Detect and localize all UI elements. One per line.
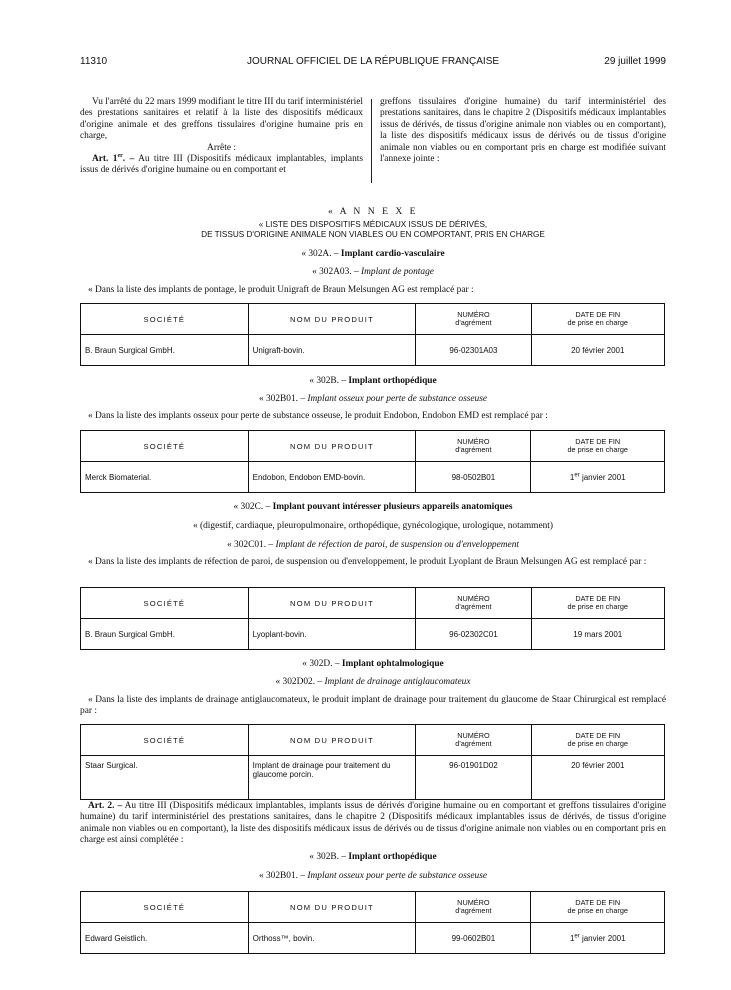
text-302C01: « Dans la liste des implants de réfection de paroi, de suspension ou d'enveloppement, le produit Lyoplant de Braun Melsungen AG est remplacé par :	[88, 557, 647, 567]
table-row	[81, 335, 665, 366]
heading-302B01: « 302B01. – Implant osseux pour perte de substance osseuse	[258, 394, 488, 404]
journal-title: JOURNAL OFFICIEL DE LA RÉPUBLIQUE FRANÇAISE	[246, 56, 500, 67]
col-nom: NOM DU PRODUIT	[248, 431, 416, 462]
text-302A03: « Dans la liste des implants de pontage, le produit Unigraft de Braun Melsungen AG est remplacé par :	[88, 285, 474, 295]
col-numero: NUMÉRO d'agrément	[416, 725, 531, 756]
issue-date: 29 juillet 1999	[604, 56, 666, 67]
right-column	[380, 97, 666, 165]
cell-nom: Implant de drainage pour traitement du glaucome porcin.	[248, 756, 416, 800]
cell-date: 20 février 2001	[531, 756, 664, 800]
cell-societe: Staar Surgical.	[81, 756, 249, 800]
annexe-title: « A N N E X E	[327, 206, 419, 217]
table-header-row	[81, 588, 665, 619]
col-numero: NUMÉRO d'agrément	[416, 304, 531, 335]
left-column	[80, 97, 363, 177]
article-1-start	[80, 154, 363, 177]
table-row	[81, 462, 665, 493]
heading-302B: « 302B. – Implant orthopédique	[309, 376, 437, 386]
cell-date: 19 mars 2001	[531, 619, 664, 650]
col-nom: NOM DU PRODUIT	[248, 725, 416, 756]
cell-nom: Lyoplant-bovin.	[248, 619, 416, 650]
text-302B01: « Dans la liste des implants osseux pour perte de substance osseuse, le produit Endobon, Endobon EMD est remplacé par :	[88, 411, 548, 421]
article-2	[80, 801, 666, 847]
annexe-subtitle-1: « LISTE DES DISPOSITIFS MÉDICAUX ISSUS DE DÉRIVÉS,	[258, 220, 488, 229]
col-societe: SOCIÉTÉ	[81, 588, 249, 619]
cell-societe: Edward Geistlich.	[81, 923, 249, 954]
column-divider	[371, 99, 372, 183]
cell-nom: Endobon, Endobon EMD-bovin.	[248, 462, 416, 493]
table-302C01	[80, 587, 665, 650]
page-number: 11310	[80, 56, 108, 67]
col-numero: NUMÉRO d'agrément	[416, 431, 531, 462]
col-societe: SOCIÉTÉ	[81, 725, 249, 756]
table-header-row	[81, 892, 665, 923]
cell-nom: Unigraft-bovin.	[248, 335, 416, 366]
table-header-row	[81, 725, 665, 756]
cell-numero: 96-02301A03	[416, 335, 531, 366]
article-2-label: Art. 2. –	[88, 801, 123, 811]
table-row	[81, 619, 665, 650]
col-date: DATE DE FIN de prise en charge	[531, 431, 665, 462]
col-numero: NUMÉRO d'agrément	[416, 588, 531, 619]
cell-numero: 96-01901D02	[416, 756, 531, 800]
intro-columns	[80, 97, 666, 191]
cell-date: 20 février 2001	[531, 335, 664, 366]
cell-societe: B. Braun Surgical GmbH.	[81, 335, 249, 366]
cell-numero: 96-02302C01	[416, 619, 531, 650]
cell-date: 1er janvier 2001	[531, 462, 665, 493]
cell-numero: 98-0502B01	[416, 462, 531, 493]
table-302D02	[80, 724, 665, 800]
table-302A03	[80, 303, 665, 366]
col-societe: SOCIÉTÉ	[81, 892, 249, 923]
heading-302C01: « 302C01. – Implant de réfection de paroi, de suspension ou d'enveloppement	[227, 540, 519, 550]
col-date: DATE DE FIN de prise en charge	[531, 892, 665, 923]
col-numero: NUMÉRO d'agrément	[416, 892, 531, 923]
table-302B01	[80, 430, 665, 493]
table-header-row	[81, 304, 665, 335]
text-302D02: « Dans la liste des implants de drainage antiglaucomateux, le produit implant de drainage pour traitement du glaucome de Staar Chirurgical est remplacé par :	[80, 695, 666, 717]
col-nom: NOM DU PRODUIT	[248, 892, 416, 923]
table-header-row	[81, 431, 665, 462]
cell-societe: Merck Biomaterial.	[81, 462, 249, 493]
heading-302B01-2: « 302B01. – Implant osseux pour perte de substance osseuse	[258, 871, 488, 881]
cell-numero: 99-0602B01	[416, 923, 531, 954]
col-societe: SOCIÉTÉ	[81, 304, 249, 335]
arrete-line: Arrête :	[207, 142, 236, 153]
heading-302A: « 302A. – Implant cardio-vasculaire	[301, 249, 445, 259]
vu-paragraph: Vu l'arrêté du 22 mars 1999 modifiant le titre III du tarif interministériel des prestations sanitaires et relatif à la liste des dispositifs médicaux d'origine animale et des greffons tissulaires d'origine humaine pris en charge,	[80, 97, 363, 142]
col-date: DATE DE FIN de prise en charge	[531, 588, 664, 619]
col-nom: NOM DU PRODUIT	[248, 304, 416, 335]
cell-nom: Orthoss™, bovin.	[248, 923, 416, 954]
cell-date: 1er janvier 2001	[531, 923, 665, 954]
article-1-label: Art. 1er. –	[92, 152, 135, 165]
col-nom: NOM DU PRODUIT	[248, 588, 416, 619]
col-societe: SOCIÉTÉ	[81, 431, 249, 462]
col-date: DATE DE FIN de prise en charge	[531, 725, 664, 756]
heading-302A03: « 302A03. – Implant de pontage	[312, 267, 434, 277]
heading-302C: « 302C. – Implant pouvant intéresser plusieurs appareils anatomiques	[233, 502, 513, 512]
heading-302D: « 302D. – Implant ophtalmologique	[302, 659, 444, 669]
heading-302C-sub: « (digestif, cardiaque, pleuropulmonaire, orthopédique, gynécologique, urologique, notamment)	[192, 521, 554, 531]
heading-302D02: « 302D02. – Implant de drainage antiglaucomateux	[275, 677, 471, 687]
article-1-text: Au titre III (Dispositifs médicaux implantables, implants issus de dérivés d'origine humaine ou en comportant et	[80, 154, 364, 176]
heading-302B-2: « 302B. – Implant orthopédique	[309, 852, 437, 862]
table-row	[81, 756, 665, 800]
table-302B01-complement	[80, 891, 665, 954]
article-2-text: Au titre III (Dispositifs médicaux implantables, implants issus de dérivés d'origine humaine ou en comportant et greffons tissulaires d'origine humaine) du tarif interministériel des prestations sanitaires, dans le chapitre 2 (Dispositifs médicaux implantables issus de dérivés, de tissus d'origine animale non viables ou en comportant), la liste des dispositifs médicaux issus de dérivés ou de tissus d'origine animale non viables ou en comportant pris en charge est ainsi complétée :	[80, 801, 666, 846]
cell-societe: B. Braun Surgical GmbH.	[81, 619, 249, 650]
table-row	[81, 923, 665, 954]
col-date: DATE DE FIN de prise en charge	[531, 304, 664, 335]
article-1-continuation: greffons tissulaires d'origine humaine) du tarif interministériel des prestations sanitaires, dans le chapitre 2 (Dispositifs médicaux implantables issus de dérivés, de tissus d'origine animale non viables ou en comportant), la liste des dispositifs médicaux issus de dérivés ou de tissus d'origine animale non viables ou en comportant pris en charge est modifiée suivant l'annexe jointe :	[380, 97, 666, 165]
annexe-subtitle-2: DE TISSUS D'ORIGINE ANIMALE NON VIABLES OU EN COMPORTANT, PRIS EN CHARGE	[201, 230, 545, 239]
page-header	[80, 56, 666, 70]
